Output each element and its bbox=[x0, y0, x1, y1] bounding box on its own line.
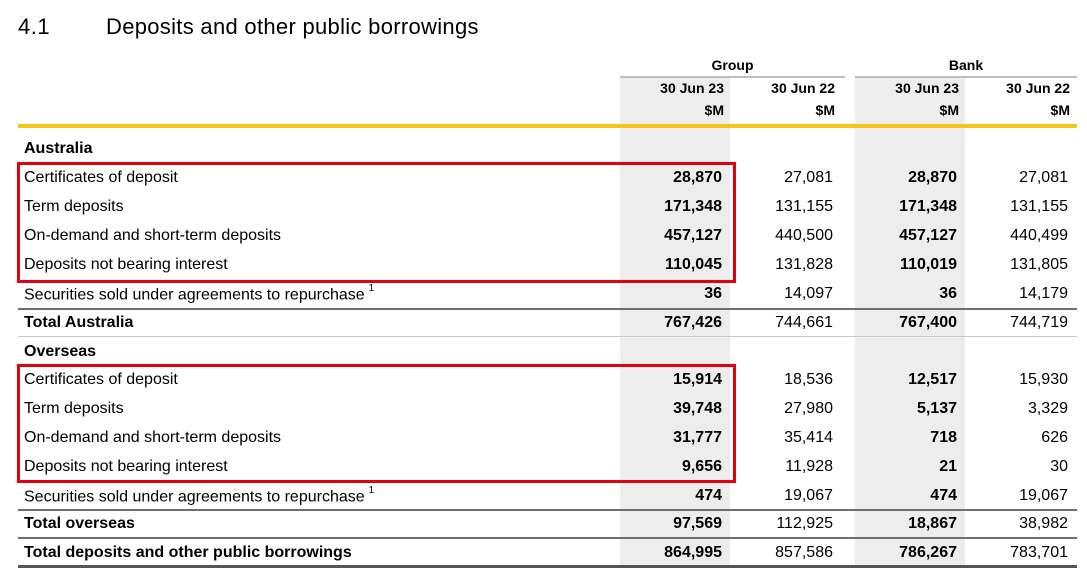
cell: 31,777 bbox=[673, 429, 722, 446]
cell: 9,656 bbox=[681, 458, 722, 475]
cell: 864,995 bbox=[664, 544, 722, 561]
cell: 38,982 bbox=[1019, 515, 1068, 532]
grand-total-row bbox=[0, 539, 1087, 568]
cell: 27,081 bbox=[1019, 169, 1068, 186]
cell: 18,867 bbox=[908, 515, 957, 532]
table-row bbox=[0, 280, 1087, 309]
cell: 19,067 bbox=[1019, 487, 1068, 504]
cell: 110,045 bbox=[665, 256, 722, 273]
cell: 14,097 bbox=[784, 285, 833, 302]
row-label: On-demand and short-term deposits bbox=[24, 227, 282, 244]
cell: 744,719 bbox=[1010, 314, 1068, 331]
cell: 27,081 bbox=[784, 169, 833, 186]
row-label: Certificates of deposit bbox=[24, 371, 178, 388]
row-label: On-demand and short-term deposits bbox=[24, 429, 282, 446]
highlight-box-australia bbox=[17, 162, 736, 283]
total-row bbox=[0, 510, 1087, 539]
header-accent-rule bbox=[18, 124, 1077, 128]
table-bottom-rule bbox=[18, 565, 1077, 568]
cell: 857,586 bbox=[775, 544, 833, 561]
row-label: Term deposits bbox=[24, 400, 124, 417]
cell: 28,870 bbox=[673, 169, 722, 186]
cell: 36 bbox=[704, 285, 722, 302]
row-label: Certificates of deposit bbox=[24, 169, 178, 186]
cell: 15,914 bbox=[673, 371, 722, 388]
row-label bbox=[24, 487, 374, 506]
col-header-unit: $M bbox=[939, 102, 959, 118]
cell: 171,348 bbox=[664, 198, 722, 215]
cell: 18,536 bbox=[784, 371, 833, 388]
cell: 110,019 bbox=[900, 256, 957, 273]
cell: 131,155 bbox=[1010, 198, 1068, 215]
cell: 3,329 bbox=[1027, 400, 1068, 417]
row-label: Total Australia bbox=[24, 314, 134, 331]
cell: 718 bbox=[930, 429, 957, 446]
cell: 744,661 bbox=[775, 314, 833, 331]
row-label: Total overseas bbox=[24, 515, 135, 532]
col-header-unit: $M bbox=[1050, 102, 1070, 118]
row-label-text: Securities sold under agreements to repurchase bbox=[24, 286, 365, 304]
cell: 440,500 bbox=[775, 227, 833, 244]
cell: 39,748 bbox=[673, 400, 722, 417]
page-title: Deposits and other public borrowings bbox=[106, 14, 479, 39]
cell: 35,414 bbox=[784, 429, 833, 446]
cell: 97,569 bbox=[673, 515, 722, 532]
col-header-unit: $M bbox=[815, 102, 835, 118]
cell: 440,499 bbox=[1010, 227, 1068, 244]
col-header-date: 30 Jun 23 bbox=[660, 80, 724, 96]
section-number: 4.1 bbox=[18, 14, 51, 39]
col-header-date: 30 Jun 22 bbox=[1006, 80, 1070, 96]
cell: 112,925 bbox=[776, 515, 833, 532]
cell: 474 bbox=[695, 487, 722, 504]
cell: 457,127 bbox=[664, 227, 722, 244]
row-label: Total deposits and other public borrowings bbox=[24, 544, 352, 561]
bank-header: Bank bbox=[948, 57, 984, 73]
cell: 15,930 bbox=[1019, 371, 1068, 388]
cell: 21 bbox=[939, 458, 957, 475]
section-heading-overseas bbox=[0, 338, 1087, 367]
cell: 27,980 bbox=[784, 400, 833, 417]
col-header-unit: $M bbox=[704, 102, 724, 118]
cell: 131,155 bbox=[775, 198, 833, 215]
col-header-date: 30 Jun 23 bbox=[895, 80, 959, 96]
cell: 12,517 bbox=[908, 371, 957, 388]
row-label: Deposits not bearing interest bbox=[24, 458, 228, 475]
row-label bbox=[24, 285, 374, 304]
footnote-marker: 1 bbox=[368, 485, 375, 496]
group-header-rule bbox=[620, 76, 845, 78]
total-row bbox=[0, 309, 1087, 338]
bank-header-rule bbox=[855, 76, 1077, 78]
cell: 131,828 bbox=[775, 256, 833, 273]
group-header: Group bbox=[711, 57, 754, 73]
table-row bbox=[0, 482, 1087, 511]
cell: 28,870 bbox=[908, 169, 957, 186]
cell: 786,267 bbox=[899, 544, 957, 561]
section-heading-label: Australia bbox=[24, 140, 93, 157]
cell: 14,179 bbox=[1019, 285, 1068, 302]
cell: 131,805 bbox=[1010, 256, 1068, 273]
row-label: Term deposits bbox=[24, 198, 124, 215]
cell: 19,067 bbox=[784, 487, 833, 504]
cell: 30 bbox=[1050, 458, 1068, 475]
cell: 5,137 bbox=[916, 400, 957, 417]
cell: 11,928 bbox=[785, 458, 833, 475]
divider bbox=[18, 336, 1077, 337]
cell: 767,426 bbox=[664, 314, 722, 331]
footnote-marker: 1 bbox=[368, 283, 375, 294]
row-label-text: Securities sold under agreements to repurchase bbox=[24, 488, 365, 506]
col-header-date: 30 Jun 22 bbox=[771, 80, 835, 96]
cell: 457,127 bbox=[899, 227, 957, 244]
highlight-box-overseas bbox=[17, 364, 736, 483]
cell: 767,400 bbox=[899, 314, 957, 331]
row-label: Deposits not bearing interest bbox=[24, 256, 228, 273]
cell: 171,348 bbox=[899, 198, 957, 215]
section-heading-label: Overseas bbox=[24, 343, 97, 360]
cell: 474 bbox=[930, 487, 957, 504]
cell: 36 bbox=[939, 285, 957, 302]
cell: 783,701 bbox=[1010, 544, 1068, 561]
cell: 626 bbox=[1041, 429, 1068, 446]
section-heading-australia bbox=[0, 135, 1087, 164]
